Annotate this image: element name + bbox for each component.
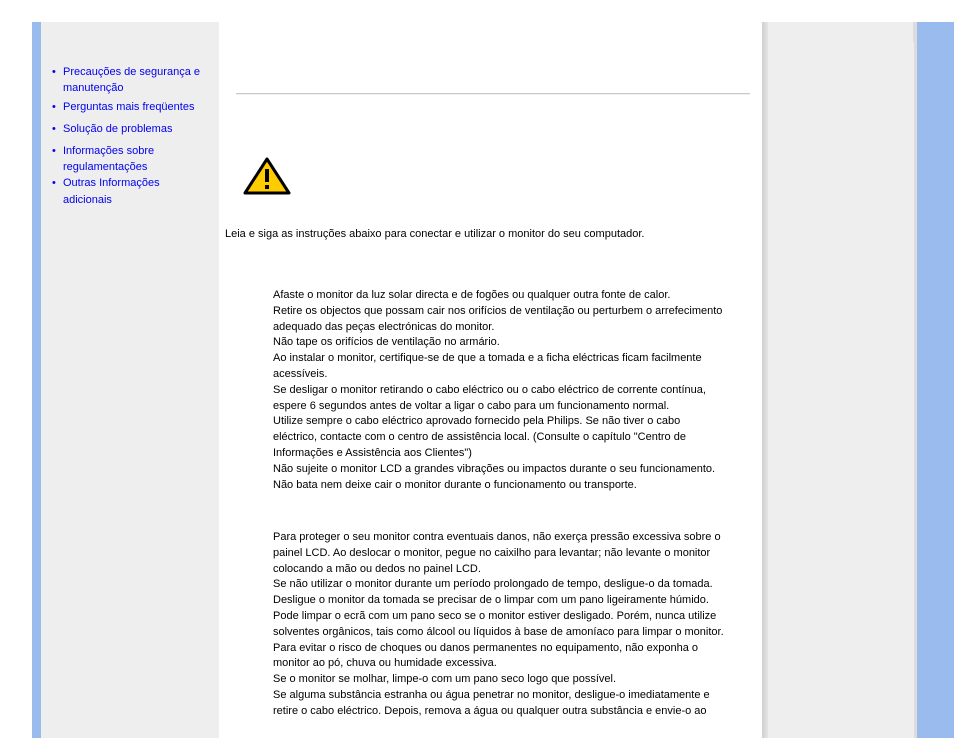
sidebar-item-other-info[interactable] — [52, 175, 183, 209]
sidebar-item-label[interactable]: Informações sobre regulamentações — [63, 145, 155, 173]
instruction-line: Se desligar o monitor retirando o cabo eléctrico ou o cabo eléctrico de corrente contínua, — [273, 383, 706, 396]
instruction-line: Desligue o monitor da tomada se precisar de o limpar com um pano ligeiramente húmido. — [273, 594, 709, 607]
instruction-line: monitor ao pó, chuva ou humidade excessiva. — [273, 657, 497, 670]
instruction-line: retire o cabo eléctrico. Depois, remova a água ou qualquer outra substância e envie-o ao — [273, 704, 707, 717]
instruction-line: painel LCD. Ao deslocar o monitor, pegue no caixilho para levantar; não levante o monitor — [273, 546, 711, 559]
right-panel — [768, 22, 914, 738]
instruction-line: acessíveis. — [273, 367, 328, 380]
sidebar-item-troubleshooting[interactable] — [52, 121, 221, 137]
sidebar-item-safety[interactable] — [52, 64, 221, 96]
sidebar-item-label[interactable]: Precauções de segurança e manutenção — [63, 66, 200, 94]
maintenance-instructions — [273, 530, 753, 720]
main-content — [219, 22, 762, 738]
instruction-line: Para proteger o seu monitor contra eventuais danos, não exerça pressão excessiva sobre o — [273, 531, 721, 543]
sidebar-item-regulations[interactable] — [52, 143, 183, 175]
instruction-line: Ao instalar o monitor, certifique-se de que a tomada e a ficha eléctricas ficam facilmente — [273, 352, 702, 365]
placement-instructions — [273, 288, 753, 493]
instruction-line: adequado das peças electrónicas do monitor. — [273, 320, 495, 333]
instruction-line: Utilize sempre o cabo eléctrico aprovado fornecido pela Philips. Se não tiver o cabo — [273, 415, 681, 428]
bullet-icon: • — [52, 123, 56, 135]
instruction-line: colocando a mão ou dedos no painel LCD. — [273, 562, 481, 575]
instruction-line: Afaste o monitor da luz solar directa e de fogões ou qualquer outra fonte de calor. — [273, 289, 671, 301]
sidebar-item-label[interactable]: Outras Informações adicionais — [63, 177, 160, 206]
instruction-line: Não bata nem deixe cair o monitor durante o funcionamento ou transporte. — [273, 478, 637, 491]
instruction-line: Para evitar o risco de choques ou danos permanentes no equipamento, não exponha o — [273, 641, 699, 654]
bullet-icon: • — [52, 66, 56, 78]
instruction-line: Pode limpar o ecrã com um pano seco se o monitor estiver desligado. Porém, nunca utilize — [273, 609, 717, 622]
sidebar-item-label[interactable]: Perguntas mais freqüentes — [63, 101, 195, 113]
sidebar-item-label[interactable]: Solução de problemas — [63, 123, 173, 135]
instruction-line: eléctrico, contacte com o centro de assistência local. (Consulte o capítulo "Centro de — [273, 431, 686, 444]
instruction-line: Não tape os orifícios de ventilação no armário. — [273, 336, 500, 349]
bullet-icon: • — [52, 177, 56, 189]
bullet-icon: • — [52, 101, 56, 113]
intro-text: Leia e siga as instruções abaixo para conectar e utilizar o monitor do seu computador. — [225, 228, 645, 240]
sidebar — [41, 22, 219, 738]
bullet-icon: • — [52, 145, 56, 157]
instruction-line: solventes orgânicos, tais como álcool ou líquidos à base de amoníaco para limpar o monitor. — [273, 625, 724, 638]
instruction-line: Não sujeite o monitor LCD a grandes vibrações ou impactos durante o seu funcionamento. — [273, 462, 716, 475]
instruction-line: Se alguma substância estranha ou água penetrar no monitor, desligue-o imediatamente e — [273, 688, 710, 701]
sidebar-nav — [52, 64, 221, 209]
instruction-line: Se não utilizar o monitor durante um período prolongado de tempo, desligue-o da tomada. — [273, 578, 713, 591]
instruction-line: Se o monitor se molhar, limpe-o com um pano seco logo que possível. — [273, 673, 617, 686]
instruction-line: Retire os objectos que possam cair nos orifícios de ventilação ou perturbem o arrefecimento — [273, 304, 723, 317]
warning-triangle-icon — [243, 157, 291, 195]
instruction-line: espere 6 segundos antes de voltar a ligar o cabo para um funcionamento normal. — [273, 399, 670, 412]
sidebar-item-faq[interactable] — [52, 99, 221, 115]
right-color-band — [917, 22, 954, 738]
instruction-line: Informações e Assistência aos Clientes") — [273, 446, 472, 459]
horizontal-divider — [236, 93, 750, 95]
left-color-band — [32, 22, 41, 738]
